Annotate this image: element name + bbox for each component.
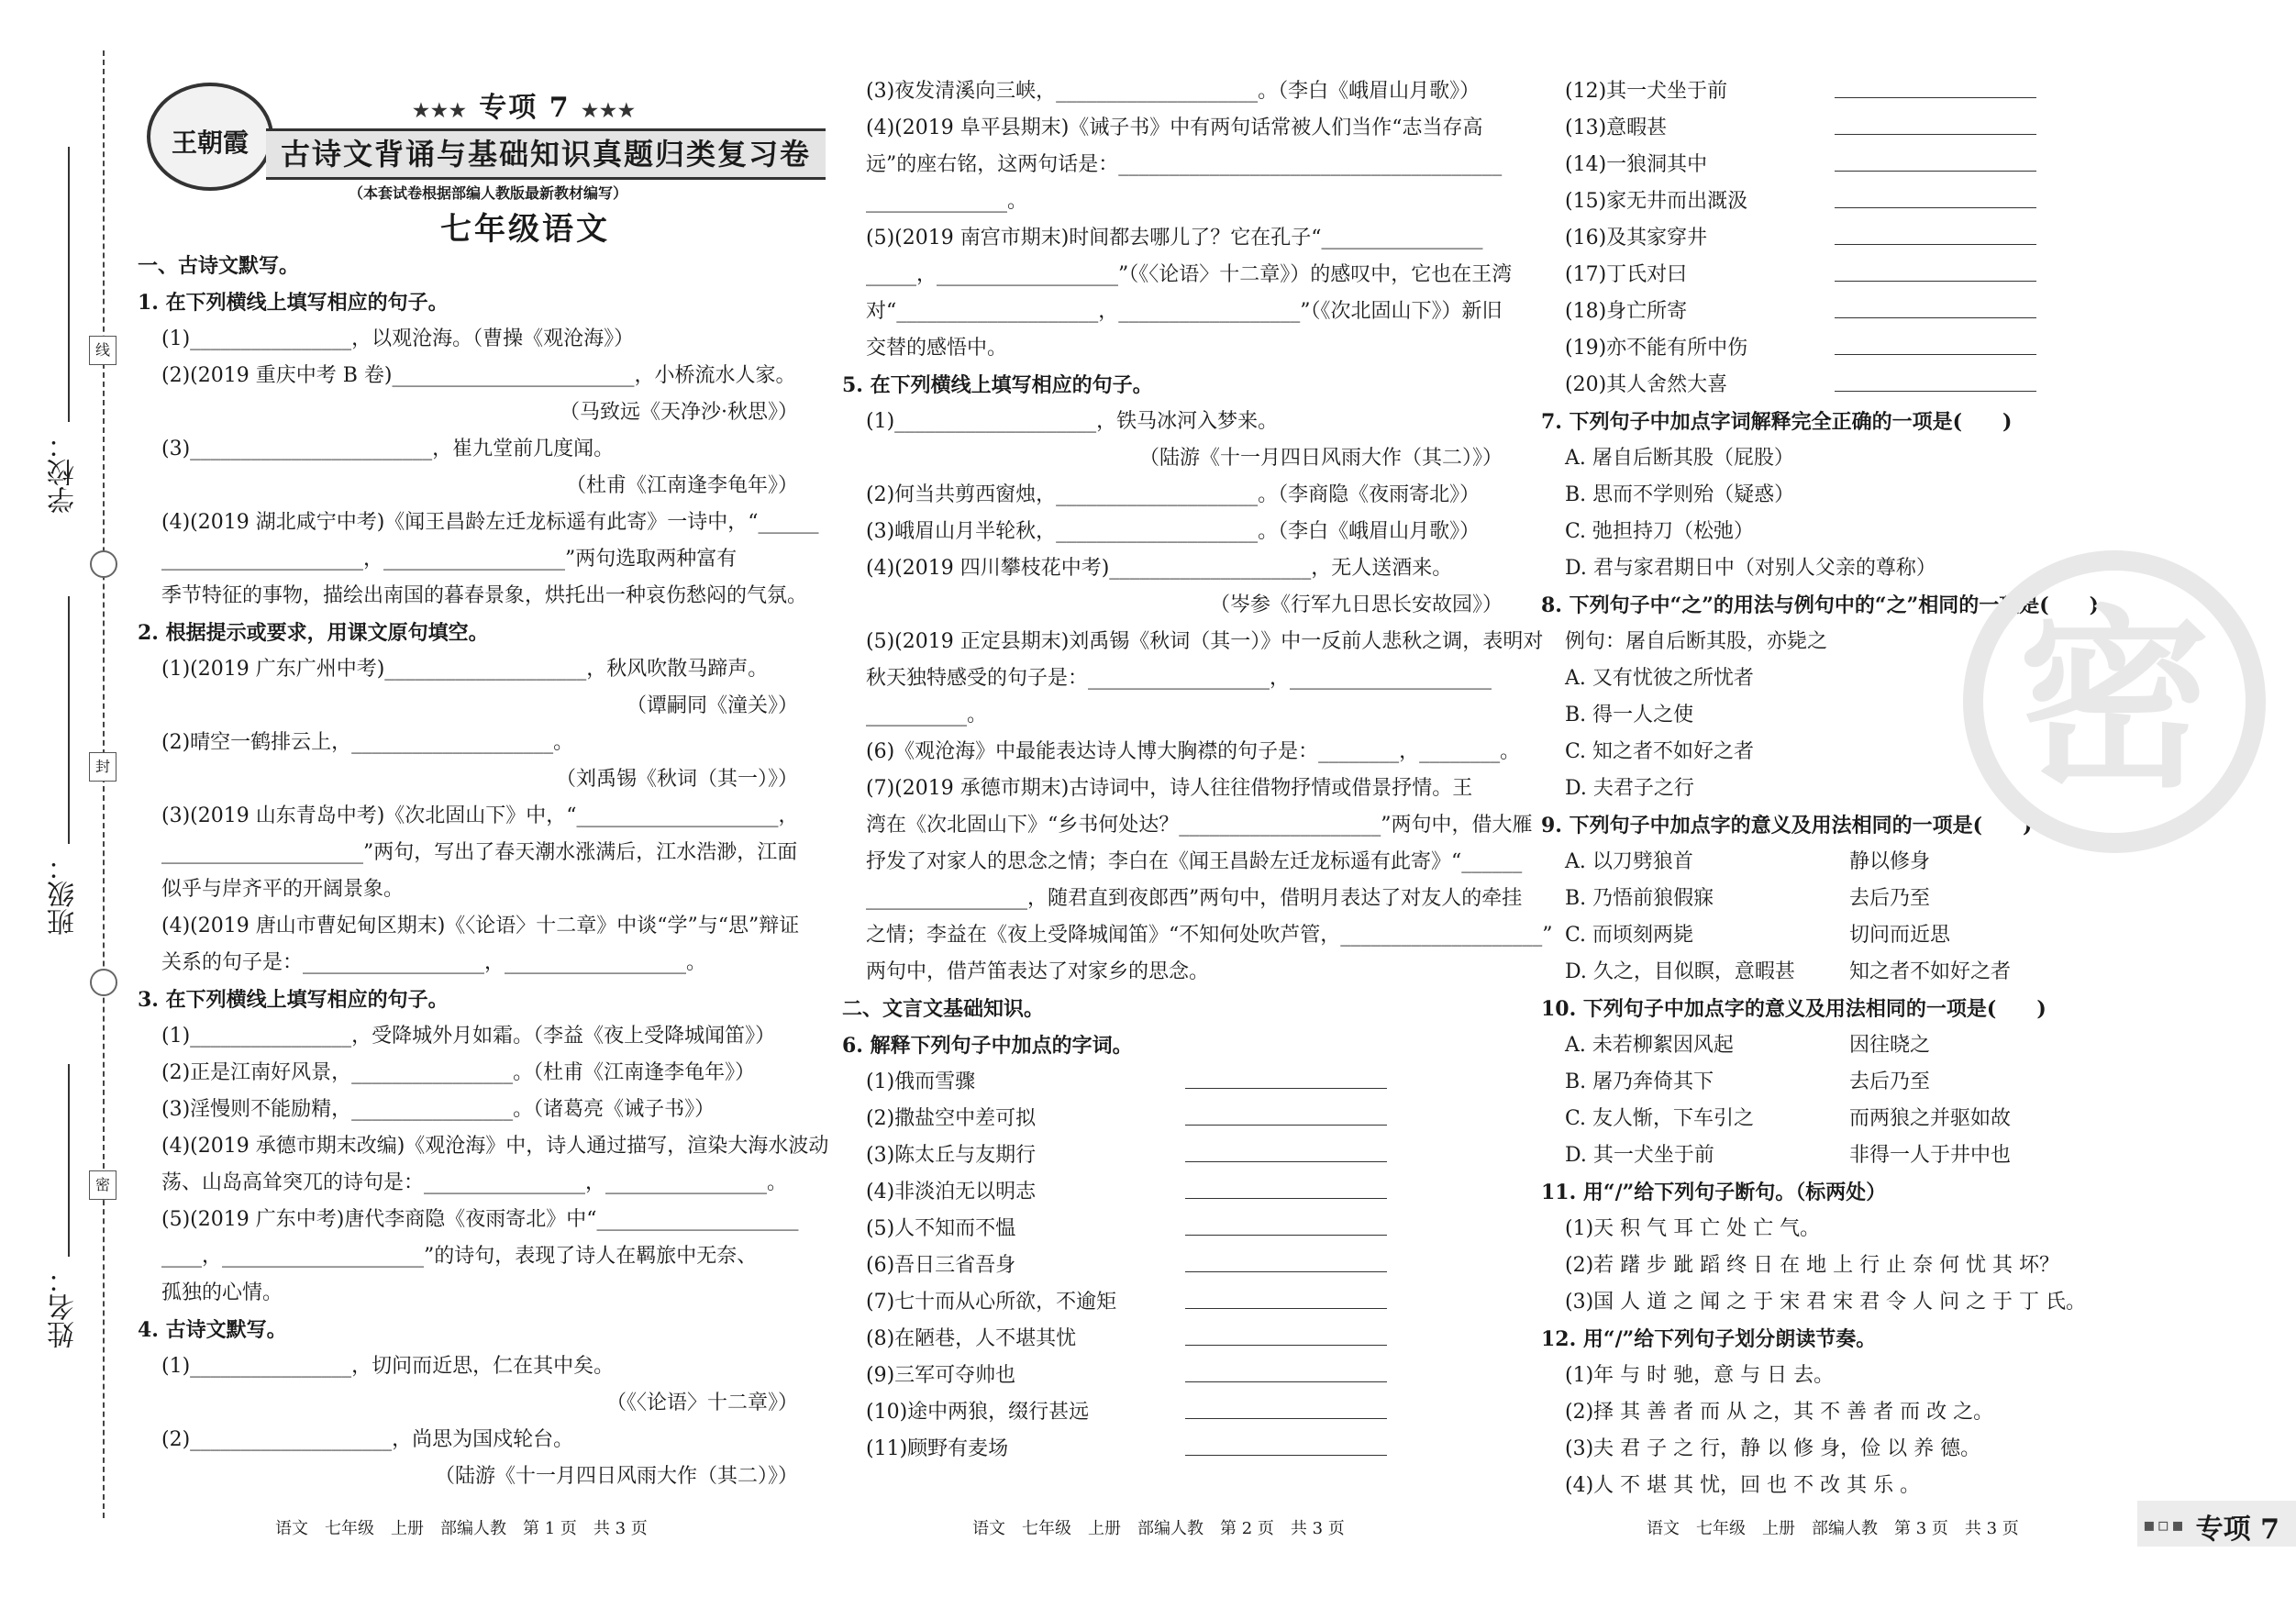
text-line: 8. 下列句子中“之”的用法与例句中的“之”相同的一项是( ): [1541, 593, 2100, 617]
vocab-item: [1541, 367, 2055, 404]
vocab-item: [842, 1064, 1503, 1101]
answer-blank[interactable]: [1835, 183, 2036, 208]
answer-blank[interactable]: [1185, 1321, 1387, 1346]
vocab-sentence: (20)其人舍然大喜: [1565, 373, 1728, 396]
vocab-sentence: (6)吾日三省吾身: [866, 1254, 1016, 1277]
vocab-sentence: (2)撒盐空中差可拟: [866, 1107, 1037, 1130]
vocab-item: [1541, 220, 2055, 257]
text-line: 5. 在下列横线上填写相应的句子。: [842, 373, 1153, 397]
vocab-sentence: (12)其一犬坐于前: [1565, 80, 1728, 103]
vocab-item: [1541, 73, 2055, 110]
choice-right: 知之者不如好之者: [1849, 960, 2012, 983]
confidential-stamp: [1963, 550, 2266, 853]
choice-left: D. 久之，目似瞑，意暇甚: [1565, 960, 1795, 983]
text-line: 例句：屠自后断其股，亦毙之: [1565, 630, 1828, 653]
text-line: (5)(2019 南宫市期末)时间都去哪儿了？它在孔子“________________: [866, 227, 1483, 250]
seal-char-xian: 线: [89, 336, 116, 365]
text-line: 抒发了对家人的思念之情；李白在《闻王昌龄左迁龙标遥有此寄》“______: [866, 850, 1523, 873]
text-line: 季节特征的事物，描绘出南国的暮春景象，烘托出一种哀伤愁闷的气氛。: [161, 584, 808, 607]
text-line: （陆游《十一月四日风雨大作（其二）》）: [434, 1465, 798, 1488]
vocab-item: [1541, 183, 2055, 220]
vocab-item: [842, 1431, 1503, 1468]
text-line: 一、古诗文默写。: [138, 254, 300, 278]
text-line: __________。: [866, 704, 988, 726]
choice-right: 去后乃至: [1849, 1070, 1931, 1093]
vocab-sentence: (3)陈太丘与友期行: [866, 1144, 1037, 1167]
vocab-sentence: (15)家无井而出溉汲: [1565, 190, 1748, 213]
vocab-sentence: (11)顾野有麦场: [866, 1437, 1009, 1460]
paper-header: [138, 73, 811, 248]
answer-blank[interactable]: [1185, 1137, 1387, 1162]
seal-char-feng: 封: [89, 752, 116, 782]
vocab-sentence: (14)一狼洞其中: [1565, 153, 1708, 176]
text-line: C. 知之者不如好之者: [1565, 740, 1755, 763]
answer-blank[interactable]: [1835, 220, 2036, 245]
text-line: (4)人 不 堪 其 忧，回 也 不 改 其 乐 。: [1565, 1474, 1921, 1497]
answer-blank[interactable]: [1185, 1358, 1387, 1382]
text-line: ________________，随君直到夜郎西”两句中，借明月表达了对友人的牵挂: [866, 887, 1523, 910]
choice-left: C. 友人惭，下车引之: [1565, 1107, 1755, 1130]
text-line: (2)何当共剪西窗烛，____________________。（李商隐《夜雨寄北》）: [866, 483, 1481, 506]
text-line: 湾在《次北固山下》“乡书何处达？____________________”两句中，借大雁: [866, 814, 1533, 837]
vocab-item: [842, 1321, 1503, 1358]
choice-option[interactable]: [1541, 1137, 2055, 1174]
text-line: (4)(2019 承德市期末改编)《观沧海》中，诗人通过描写，渲染大海水波动: [161, 1135, 829, 1158]
text-line: 两句中，借芦笛表达了对家乡的思念。: [866, 960, 1210, 983]
text-line: (3)夜发清溪向三峡，____________________。（李白《峨眉山月歌》）: [866, 80, 1481, 103]
edition-note: （本套试卷根据部编人教版最新教材编写）: [349, 184, 628, 202]
choice-option[interactable]: [1541, 881, 2055, 917]
text-line: (3)夫 君 子 之 行，静 以 修 身，俭 以 养 德。: [1565, 1437, 1981, 1460]
text-line: (3)淫慢则不能励精，________________。（诸葛亮《诫子书》）: [161, 1098, 715, 1121]
choice-right: 非得一人于井中也: [1849, 1144, 2012, 1167]
vocab-item: [1541, 110, 2055, 147]
topic-number: 专项 7: [479, 92, 571, 124]
text-line: (1)天 积 气 耳 亡 处 亡 气。: [1565, 1217, 1821, 1240]
choice-right: 切问而近思: [1849, 924, 1951, 947]
text-line: (2)择 其 善 者 而 从 之，其 不 善 者 而 改 之。: [1565, 1401, 1994, 1424]
text-line: (5)(2019 广东中考)唐代李商隐《夜雨寄北》中“____________________: [161, 1208, 799, 1231]
class-label: 班级：: [48, 853, 80, 936]
vocab-item: [1541, 330, 2055, 367]
vocab-item: [1541, 257, 2055, 294]
choice-right: 去后乃至: [1849, 887, 1931, 910]
text-line: 交替的感悟中。: [866, 337, 1008, 360]
vocab-sentence: (18)身亡所寄: [1565, 300, 1688, 323]
answer-blank[interactable]: [1835, 257, 2036, 282]
text-line: (1)________________，以观沧海。（曹操《观沧海》）: [161, 327, 635, 350]
text-line: 荡、山岛高耸突兀的诗句是：________________，________________。: [161, 1171, 788, 1194]
text-line: (4)(2019 湖北咸宁中考)《闻王昌龄左迁龙标遥有此寄》一诗中，“______: [161, 511, 819, 534]
grade-title: 七年级语文: [440, 211, 610, 248]
choice-left: A. 未若柳絮因风起: [1565, 1034, 1734, 1057]
column-1: [138, 248, 829, 1495]
text-line: 之情；李益在《夜上受降城闻笛》“不知何处吹芦管，____________________”: [866, 924, 1553, 947]
answer-blank[interactable]: [1185, 1174, 1387, 1199]
vocab-sentence: (9)三军可夺帅也: [866, 1364, 1016, 1387]
vocab-sentence: (10)途中两狼，缀行甚远: [866, 1401, 1090, 1424]
question-title: 10. 下列句子中加点字的意义及用法相同的一项是( ): [1541, 997, 2046, 1021]
text-line: （《〈论语〉十二章》）: [605, 1392, 798, 1414]
text-line: 12. 用“/”给下列句子划分朗读节奏。: [1541, 1327, 1877, 1351]
paper-title: 古诗文背诵与基础知识真题归类复习卷: [280, 137, 811, 172]
footer-page-1: 语文 七年级 上册 部编人教 第 1 页 共 3 页: [275, 1519, 648, 1538]
text-line: 6. 解释下列句子中加点的字词。: [842, 1034, 1133, 1058]
school-field[interactable]: [68, 147, 70, 422]
vocab-sentence: (8)在陋巷，人不堪其忧: [866, 1327, 1077, 1350]
answer-blank[interactable]: [1835, 294, 2036, 318]
text-line: (1)(2019 广东广州中考)____________________，秋风吹散马蹄声。: [161, 658, 769, 681]
text-line: (3)(2019 山东青岛中考)《次北固山下》中，“____________________，: [161, 804, 799, 827]
vocab-item: [842, 1284, 1503, 1321]
text-line: (2)____________________，尚思为国戍轮台。: [161, 1428, 574, 1451]
choice-left: B. 乃悟前狼假寐: [1565, 887, 1714, 910]
vocab-sentence: (16)及其家穿井: [1565, 227, 1708, 250]
choice-right: 而两狼之并驱如故: [1849, 1107, 2012, 1130]
school-label: 学校：: [48, 431, 80, 514]
text-line: （杜甫《江南逢李龟年》）: [565, 474, 798, 497]
vocab-item: [842, 1358, 1503, 1394]
binding-hole: [90, 550, 117, 578]
text-line: A. 屠自后断其股（屁股）: [1565, 447, 1794, 470]
title-banner: [266, 128, 826, 180]
text-line: C. 弛担持刀（松弛）: [1565, 520, 1755, 543]
column-2: [842, 73, 1553, 1468]
choice-option[interactable]: [1541, 954, 2055, 991]
vocab-sentence: (13)意暇甚: [1565, 116, 1668, 139]
text-line: ____________________”两句，写出了春天潮水涨满后，江水浩渺，江面: [161, 841, 798, 864]
text-line: 二、文言文基础知识。: [842, 997, 1045, 1021]
choice-right: 因往晓之: [1849, 1034, 1931, 1057]
vocab-item: [1541, 294, 2055, 330]
name-label: 姓名：: [48, 1266, 80, 1348]
text-line: _____，__________________”（《〈论语〉十二章》）的感叹中，它也在王湾: [866, 263, 1513, 286]
text-line: 秋天独特感受的句子是：__________________，____________________: [866, 667, 1492, 690]
text-line: (1)________________，切问而近思，仁在其中矣。: [161, 1355, 615, 1378]
stamp-char: 密: [2017, 589, 2211, 814]
choice-left: C. 而顷刻两毙: [1565, 924, 1694, 947]
answer-blank[interactable]: [1185, 1064, 1387, 1089]
text-line: 孤独的心情。: [161, 1281, 283, 1304]
text-line: (3)峨眉山月半轮秋，____________________。（李白《峨眉山月歌》）: [866, 520, 1481, 543]
text-line: (4)(2019 四川攀枝花中考)____________________，无人送酒来。: [866, 557, 1453, 580]
choice-option[interactable]: [1541, 844, 2055, 881]
text-line: 9. 下列句子中加点字的意义及用法相同的一项是( ): [1541, 814, 2033, 837]
vocab-item: [1541, 147, 2055, 183]
answer-blank[interactable]: [1185, 1248, 1387, 1272]
answer-blank[interactable]: [1185, 1211, 1387, 1236]
name-field[interactable]: [68, 1064, 70, 1257]
text-line: 1. 在下列横线上填写相应的句子。: [138, 291, 449, 315]
text-line: 2. 根据提示或要求，用课文原句填空。: [138, 621, 489, 645]
choice-option[interactable]: [1541, 1101, 2055, 1137]
text-line: 似乎与岸齐平的开阔景象。: [161, 878, 405, 901]
binding-hole: [90, 969, 117, 996]
class-field[interactable]: [68, 596, 70, 844]
text-line: 对“____________________，__________________”（《次北固山下》）新旧: [866, 300, 1503, 323]
choice-right: 静以修身: [1849, 850, 1931, 873]
footer-page-3: 语文 七年级 上册 部编人教 第 3 页 共 3 页: [1647, 1519, 2019, 1538]
corner-topic-tab: [2137, 1501, 2296, 1547]
vocab-item: [842, 1248, 1503, 1284]
text-line: A. 又有忧彼之所忧者: [1565, 667, 1754, 690]
answer-blank[interactable]: [1185, 1431, 1387, 1456]
text-line: (2)正是江南好风景，________________。（杜甫《江南逢李龟年》）: [161, 1061, 756, 1084]
footer-page-2: 语文 七年级 上册 部编人教 第 2 页 共 3 页: [972, 1519, 1345, 1538]
text-line: D. 君与家君期日中（对别人父亲的尊称）: [1565, 557, 1936, 580]
choice-left: B. 屠乃奔倚其下: [1565, 1070, 1714, 1093]
vocab-item: [842, 1137, 1503, 1174]
text-line: (3)________________________，崔九堂前几度闻。: [161, 438, 615, 460]
choice-option[interactable]: [1541, 917, 2055, 954]
text-line: （刘禹锡《秋词（其一）》）: [555, 768, 798, 791]
vocab-item: [842, 1174, 1503, 1211]
text-line: B. 思而不学则殆（疑惑）: [1565, 483, 1795, 506]
text-line: 11. 用“/”给下列句子断句。（标两处）: [1541, 1181, 1887, 1204]
vocab-sentence: (7)七十而从心所欲，不逾矩: [866, 1291, 1117, 1314]
answer-blank[interactable]: [1835, 73, 2036, 98]
brand-logo-text: 王朝霞: [171, 128, 249, 158]
text-line: (4)(2019 阜平县期末)《诫子书》中有两句话常被人们当作“志当存高: [866, 116, 1483, 139]
vocab-sentence: (17)丁氏对曰: [1565, 263, 1688, 286]
column-3: [1541, 73, 2100, 1504]
text-line: (2)(2019 重庆中考 B 卷)________________________，小桥流水人家。: [161, 364, 796, 387]
answer-blank[interactable]: [1835, 367, 2036, 392]
vocab-sentence: (4)非淡泊无以明志: [866, 1181, 1037, 1203]
text-line: ____________________，__________________”两句选取两种富有: [161, 548, 738, 571]
vocab-item: [842, 1211, 1503, 1248]
choice-option[interactable]: [1541, 1064, 2055, 1101]
vocab-item: [842, 1394, 1503, 1431]
star-icon: ★★★: [413, 99, 468, 121]
star-icon: ★★★: [582, 99, 637, 121]
cut-line: [103, 50, 105, 1518]
text-line: (5)(2019 正定县期末)刘禹锡《秋词（其一）》中一反前人悲秋之调，表明对: [866, 630, 1544, 653]
text-line: (1)________________，受降城外月如霜。（李益《夜上受降城闻笛》）: [161, 1025, 776, 1048]
text-line: ______________。: [866, 190, 1028, 213]
text-line: （陆游《十一月四日风雨大作（其二）》）: [1138, 447, 1503, 470]
answer-blank[interactable]: [1185, 1284, 1387, 1309]
text-line: (7)(2019 承德市期末)古诗词中，诗人往往借物抒情或借景抒情。王: [866, 777, 1473, 800]
answer-blank[interactable]: [1835, 110, 2036, 135]
answer-blank[interactable]: [1835, 330, 2036, 355]
answer-blank[interactable]: [1185, 1101, 1387, 1126]
text-line: (1)____________________，铁马冰河入梦来。: [866, 410, 1279, 433]
dots-decoration: ▪▫▪: [2143, 1514, 2186, 1536]
text-line: D. 夫君子之行: [1565, 777, 1694, 800]
vocab-sentence: (5)人不知而不愠: [866, 1217, 1016, 1240]
answer-blank[interactable]: [1185, 1394, 1387, 1419]
text-line: （谭嗣同《潼关》）: [626, 694, 798, 717]
text-line: ____，____________________”的诗句，表现了诗人在羁旅中无奈、: [161, 1245, 758, 1268]
text-line: 关系的句子是：__________________，__________________。: [161, 951, 707, 974]
answer-blank[interactable]: [1835, 147, 2036, 172]
text-line: B. 得一人之使: [1565, 704, 1694, 726]
text-line: 4. 古诗文默写。: [138, 1318, 287, 1342]
text-line: (3)国 人 道 之 闻 之 于 宋 君 宋 君 令 人 问 之 于 丁 氏。: [1565, 1291, 2087, 1314]
choice-option[interactable]: [1541, 1027, 2055, 1064]
brand-logo: [147, 83, 273, 191]
seal-char-mi: 密: [89, 1170, 116, 1200]
text-line: 3. 在下列横线上填写相应的句子。: [138, 988, 449, 1012]
text-line: (4)(2019 唐山市曹妃甸区期末)《〈论语〉十二章》中谈“学”与“思”辩证: [161, 915, 800, 937]
text-line: (2)晴空一鹤排云上，____________________。: [161, 731, 574, 754]
text-line: (6)《观沧海》中最能表达诗人博大胸襟的句子是：________，________。: [866, 740, 1521, 763]
text-line: (2)若 躇 步 跐 蹈 终 日 在 地 上 行 止 奈 何 忧 其 坏？: [1565, 1254, 2060, 1277]
vocab-sentence: (1)俄而雪骤: [866, 1070, 976, 1093]
text-line: (1)年 与 时 驰，意 与 日 去。: [1565, 1364, 1835, 1387]
choice-left: D. 其一犬坐于前: [1565, 1144, 1714, 1167]
topic-label: [413, 84, 637, 125]
vocab-item: [842, 1101, 1503, 1137]
text-line: （岑参《行军九日思长安故园》）: [1209, 593, 1503, 616]
text-line: 远”的座右铭，这两句话是：______________________________________: [866, 153, 1503, 176]
text-line: （马致远《天净沙·秋思》）: [560, 401, 798, 424]
corner-topic-label: 专项 7: [2195, 1514, 2279, 1546]
text-line: 7. 下列句子中加点字词解释完全正确的一项是( ): [1541, 410, 2013, 434]
binding-margin: [0, 0, 128, 1597]
vocab-sentence: (19)亦不能有所中伤: [1565, 337, 1748, 360]
choice-left: A. 以刀劈狼首: [1565, 850, 1693, 873]
